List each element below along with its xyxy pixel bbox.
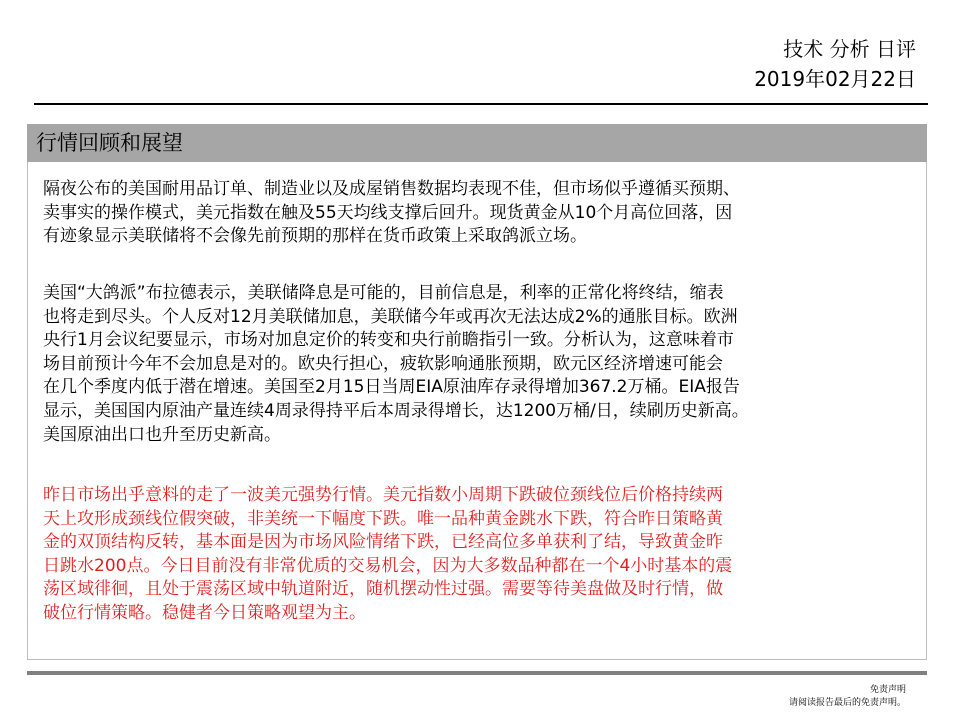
- section-title: 行情回顾和展望: [36, 131, 183, 155]
- text-line: 昨日市场出乎意料的走了一波美元强势行情。美元指数小周期下跌破位颈线位后价格持续两: [43, 485, 723, 505]
- paragraph-strategy: [43, 484, 923, 626]
- text-line: 美国“大鸽派”布拉德表示，美联储降息是可能的，目前信息是，利率的正常化将终结，缩表: [43, 283, 724, 303]
- text-line: 美国原油出口也升至历史新高。: [43, 424, 281, 445]
- disclaimer-note: 请阅读报告最后的免责声明。: [788, 698, 906, 708]
- text-line: 央行1月会议纪要显示，市场对加息定价的转变和央行前瞻指引一致。分析认为，这意味着市: [43, 330, 734, 351]
- report-type: 技术 分析 日评: [783, 37, 916, 61]
- section-header-bar: [27, 124, 927, 162]
- text-line: 在几个季度内低于潜在增速。美国至2月15日当周EIA原油库存录得增加367.2万桶。EIA报告: [43, 377, 740, 398]
- text-line: 卖事实的操作模式，美元指数在触及55天均线支撑后回升。现货黄金从10个月高位回落，因: [43, 202, 733, 223]
- text-line: 天上攻形成颈线位假突破，非美统一下幅度下跌。唯一品种黄金跳水下跌，符合昨日策略黄: [43, 508, 723, 529]
- text-line: 隔夜公布的美国耐用品订单、制造业以及成屋销售数据均表现不佳，但市场似乎遵循买预期、: [43, 179, 740, 199]
- text-line: 破位行情策略。稳健者今日策略观望为主。: [43, 602, 366, 623]
- report-header: [754, 34, 916, 94]
- text-line: 荡区域徘徊，且处于震荡区域中轨道附近，随机摆动性过强。需要等待美盘做及时行情，做: [43, 579, 723, 600]
- text-line: 日跳水200点。今日目前没有非常优质的交易机会，因为大多数品种都在一个4小时基本的震: [43, 555, 733, 576]
- disclaimer-title: 免责声明: [869, 685, 906, 695]
- text-line: 场目前预计今年不会加息是对的。欧央行担心，疲软影响通胀预期，欧元区经济增速可能会: [43, 353, 723, 374]
- text-line: 有迹象显示美联储将不会像先前预期的那样在货币政策上采取鸽派立场。: [43, 226, 587, 247]
- header-divider: [34, 103, 928, 105]
- text-line: 也将走到尽头。个人反对12月美联储加息，美联储今年或再次无法达成2%的通胀目标。欧洲: [43, 306, 738, 327]
- footer: [789, 684, 906, 710]
- footer-divider: [27, 671, 927, 675]
- report-date: 2019年02月22日: [754, 67, 916, 91]
- text-line: 显示，美国国内原油产量连续4周录得持平后本周录得增长，达1200万桶/日，续刷历史新高。: [43, 400, 749, 421]
- text-line: 金的双顶结构反转，基本面是因为市场风险情绪下跌，已经高位多单获利了结，导致黄金昨: [43, 532, 723, 553]
- paragraph-market-review: [43, 178, 923, 249]
- paragraph-macro-news: [43, 282, 923, 447]
